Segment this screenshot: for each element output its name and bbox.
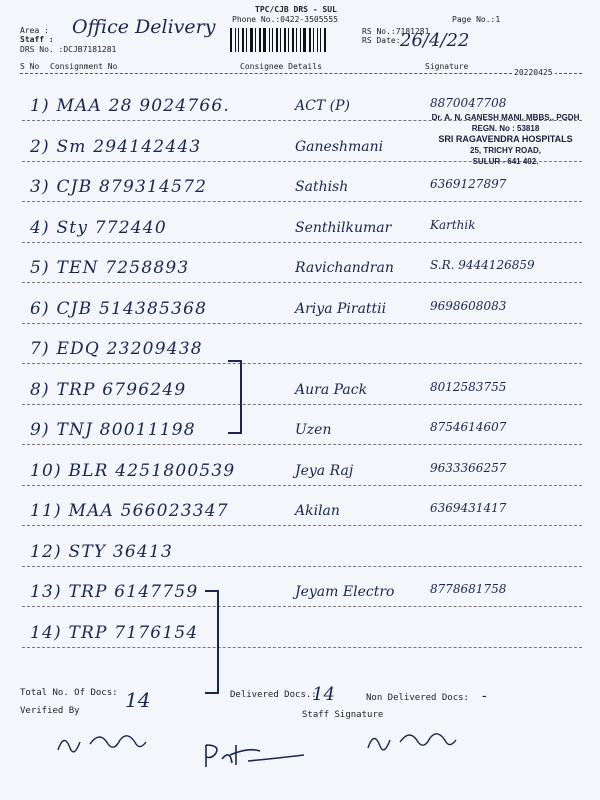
consignment-number: 1) MAA 28 9024766. — [30, 96, 230, 116]
barcode-bar — [263, 28, 266, 52]
consignee-name: Jeya Raj — [295, 462, 354, 479]
barcode-bar — [245, 28, 246, 52]
group-bracket — [228, 360, 242, 434]
barcode-bar — [303, 28, 306, 52]
barcode-bar — [238, 28, 239, 52]
row-divider — [22, 363, 582, 364]
staff-signature-label: Staff Signature — [302, 710, 384, 720]
list-item — [30, 339, 590, 369]
consignment-number: 2) Sm 294142443 — [30, 136, 202, 157]
list-item — [30, 542, 590, 572]
row-divider — [22, 404, 582, 405]
barcode-bar — [237, 28, 238, 52]
barcode-bar — [255, 28, 256, 52]
barcode-bar — [267, 28, 268, 52]
consignment-number: 10) BLR 4251800539 — [30, 460, 236, 481]
row-divider — [22, 566, 582, 567]
col-consignee: Consignee Details — [240, 62, 322, 71]
recipient-signature: S.R. 9444126859 — [430, 258, 535, 272]
barcode — [230, 28, 328, 52]
barcode-bar — [296, 28, 297, 52]
consignee-name: Ganeshmani — [295, 138, 384, 155]
consignment-number: 3) CJB 879314572 — [30, 177, 208, 197]
barcode-bar — [276, 28, 278, 52]
consignment-number: 6) CJB 514385368 — [30, 298, 208, 319]
consignee-name: ACT (P) — [295, 98, 350, 114]
barcode-bar — [313, 28, 314, 52]
barcode-bar — [254, 28, 255, 52]
recipient-signature: 8870047708 — [430, 96, 507, 110]
area-value: Office Delivery — [72, 16, 216, 38]
recipient-signature: 6369127897 — [430, 177, 507, 191]
consignee-name: Akilan — [295, 503, 340, 519]
consignment-number: 12) STY 36413 — [30, 541, 173, 562]
barcode-bar — [242, 28, 244, 52]
verified-by-label: Verified By — [20, 706, 80, 716]
row-divider — [22, 282, 582, 283]
barcode-bar — [290, 28, 291, 52]
list-item — [30, 420, 590, 450]
barcode-bar — [282, 28, 283, 52]
barcode-bar — [320, 28, 321, 52]
list-item — [30, 177, 590, 207]
col-consignment: Consignment No — [50, 62, 118, 71]
recipient-signature: 9698608083 — [430, 298, 507, 313]
delivered-docs-value: 14 — [312, 684, 335, 705]
delivery-signature — [200, 735, 310, 775]
list-item — [30, 461, 590, 491]
row-divider — [22, 201, 582, 202]
list-item — [30, 299, 590, 329]
barcode-bar — [271, 28, 272, 52]
consignment-number: 13) TRP 6147759 — [30, 582, 199, 602]
barcode-bar — [272, 28, 273, 52]
barcode-bar — [322, 28, 323, 52]
recipient-signature: 6369431417 — [430, 501, 507, 515]
hospital-stamp — [418, 112, 593, 167]
recipient-signature: Karthik — [430, 217, 476, 232]
row-divider — [22, 323, 582, 324]
non-delivered-label: Non Delivered Docs: — [366, 693, 469, 703]
stamp-regn: REGN. No : 53818 — [471, 124, 540, 133]
row-divider — [22, 647, 582, 648]
total-docs-label: Total No. Of Docs: — [20, 688, 118, 698]
barcode-bar — [317, 28, 318, 52]
barcode-bar — [295, 28, 296, 52]
consignee-name: Ravichandran — [295, 260, 394, 276]
area-label: Area : — [20, 26, 49, 35]
barcode-bar — [259, 28, 261, 52]
barcode-bar — [279, 28, 280, 52]
consignment-number: 9) TNJ 80011198 — [30, 420, 196, 440]
barcode-bar — [312, 28, 313, 52]
report-title: TPC/CJB DRS - SUL — [255, 5, 337, 14]
barcode-bar — [246, 28, 247, 52]
barcode-bar — [324, 28, 326, 52]
barcode-bar — [235, 28, 236, 52]
consignee-name: Ariya Pirattii — [295, 300, 387, 317]
barcode-bar — [307, 28, 308, 52]
stamp-doctor-name: Dr. A. N. GANESH MANI, MBBS., PGDH — [431, 113, 580, 122]
barcode-bar — [284, 28, 286, 52]
delivered-docs-label: Delivered Docs.: — [230, 690, 317, 700]
barcode-bar — [262, 28, 263, 52]
col-sno: S No — [20, 62, 40, 71]
barcode-bar — [257, 28, 258, 52]
barcode-bar — [288, 28, 289, 52]
rs-number: RS No.:7181281 — [362, 27, 430, 36]
consignment-number: 14) TRP 7176154 — [30, 622, 199, 643]
barcode-bar — [250, 28, 253, 52]
barcode-bar — [292, 28, 294, 52]
recipient-signature: 9633366257 — [430, 460, 507, 475]
list-item — [30, 380, 590, 410]
row-divider — [22, 606, 582, 607]
list-item — [30, 258, 590, 288]
consignee-name: Senthilkumar — [295, 219, 392, 236]
list-item — [30, 218, 590, 248]
barcode-bar — [315, 28, 316, 52]
row-divider — [22, 444, 582, 445]
barcode-bar — [302, 28, 303, 52]
barcode-bar — [327, 28, 328, 52]
consignee-name: Sathish — [295, 179, 349, 195]
col-signature: Signature — [425, 62, 469, 71]
consignment-number: 5) TEN 7258893 — [30, 258, 190, 278]
barcode-bar — [280, 28, 281, 52]
list-item — [30, 501, 590, 531]
barcode-bar — [248, 28, 249, 52]
consignee-name: Uzen — [295, 422, 332, 438]
phone-number: Phone No.:0422-3505555 — [232, 15, 338, 24]
recipient-signature: 8778681758 — [430, 582, 507, 596]
stamp-address: 25, TRICHY ROAD, — [470, 146, 541, 155]
total-docs-value: 14 — [125, 688, 151, 712]
barcode-bar — [300, 28, 301, 52]
rs-date-value: 26/4/22 — [400, 30, 470, 51]
barcode-bar — [287, 28, 288, 52]
recipient-signature: 8012583755 — [430, 379, 507, 394]
barcode-bar — [230, 28, 232, 52]
stamp-hospital: SRI RAGAVENDRA HOSPITALS — [438, 134, 573, 144]
consignment-number: 7) EDQ 23209438 — [30, 339, 203, 359]
stamp-city: SULUR - 641 402. — [472, 157, 539, 166]
row-divider — [22, 525, 582, 526]
non-delivered-value: - — [482, 688, 487, 704]
barcode-bar — [269, 28, 270, 52]
consignment-number: 8) TRP 6796249 — [30, 379, 187, 400]
consignment-number: 11) MAA 566023347 — [30, 501, 229, 521]
page-number: Page No.:1 — [452, 15, 501, 24]
recipient-signature: 8754614607 — [430, 420, 507, 434]
barcode-bar — [233, 28, 234, 52]
group-bracket — [205, 590, 219, 694]
barcode-bar — [319, 28, 320, 52]
list-item — [30, 582, 590, 612]
staff-signature — [360, 718, 470, 758]
barcode-bar — [309, 28, 311, 52]
barcode-bar — [274, 28, 275, 52]
drs-number: DRS No. :DCJB7181281 — [20, 45, 117, 54]
barcode-bar — [298, 28, 299, 52]
row-divider — [22, 485, 582, 486]
header-divider — [20, 73, 582, 74]
list-item — [30, 623, 590, 653]
barcode-bar — [240, 28, 241, 52]
rs-date-label: RS Date: — [362, 36, 401, 45]
verifier-signature — [50, 720, 160, 760]
row-divider — [22, 242, 582, 243]
staff-label: Staff : — [20, 35, 54, 44]
consignment-number: 4) Sty 772440 — [30, 217, 167, 238]
consignee-name: Jeyam Electro — [295, 584, 395, 600]
date-code: 20220425 — [514, 68, 553, 77]
consignee-name: Aura Pack — [295, 381, 368, 398]
